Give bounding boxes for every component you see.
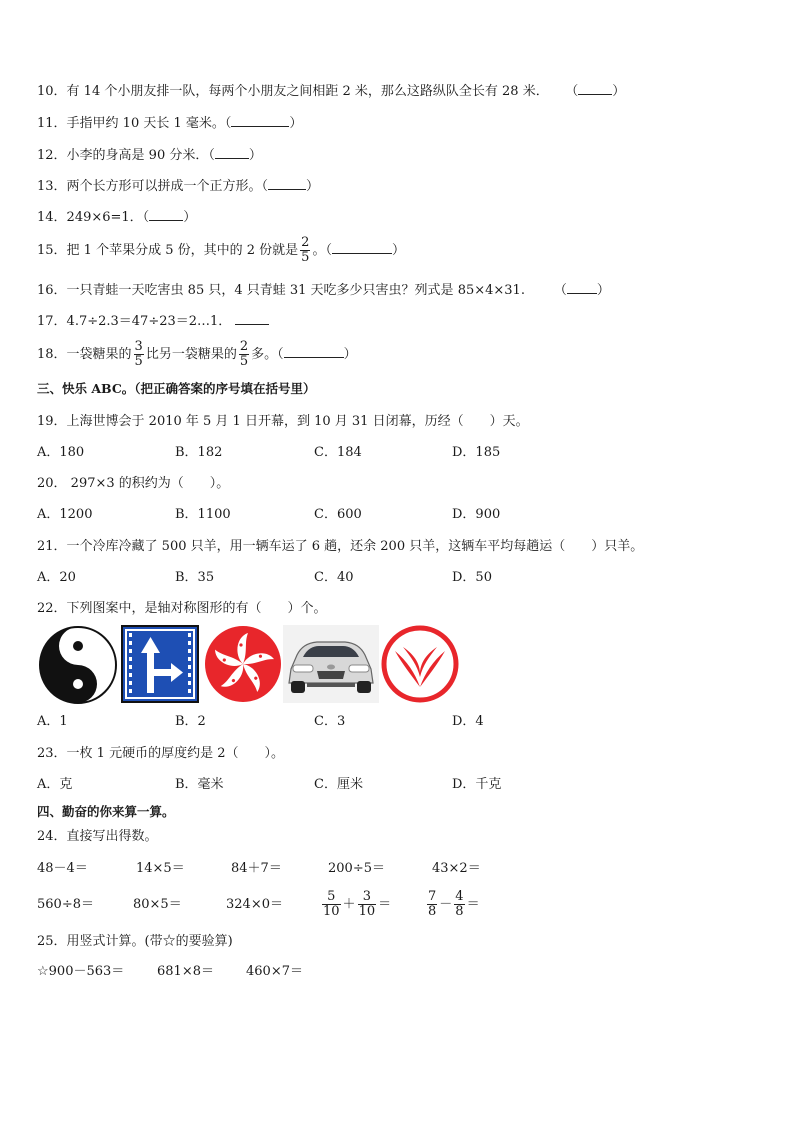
question-15: 15．把 1 个苹果分成 5 份，其中的 2 份就是 $\frac{2}{5}$ 。（ ） bbox=[37, 235, 405, 265]
question-17: 17．4.7÷2.3＝47÷23＝2…1． bbox=[37, 312, 269, 331]
question-21: 21．一个冷库冷藏了 500 只羊，用一辆车运了 6 趟，还余 200 只羊，这辆车平均每趟运（ ）只羊。 bbox=[37, 539, 644, 554]
calc-item: 80×5＝ bbox=[133, 897, 182, 912]
option-b[interactable]: B．35 bbox=[175, 570, 215, 585]
answer-blank[interactable] bbox=[235, 312, 269, 325]
vertical-calc-item: ☆900－563＝ bbox=[37, 964, 125, 979]
question-19: 19．上海世博会于 2010 年 5 月 1 日开幕，到 10 月 31 日闭幕，历经（ ）天。 bbox=[37, 414, 529, 429]
section-heading-4: 四、勤奋的你来算一算。 bbox=[37, 804, 175, 819]
answer-blank[interactable] bbox=[268, 177, 306, 190]
option-a[interactable]: A．180 bbox=[37, 445, 85, 460]
question-12: 12．小李的身高是 90 分米．（ ） bbox=[37, 148, 262, 163]
option-c[interactable]: C．40 bbox=[314, 570, 354, 585]
calc-item: 84＋7＝ bbox=[231, 861, 282, 876]
calc-item: 324×0＝ bbox=[226, 897, 283, 912]
question-16: 16．一只青蛙一天吃害虫 85 只，4 只青蛙 31 天吃多少只害虫？列式是 85×4×31. （ ） bbox=[37, 283, 610, 298]
option-c[interactable]: C．厘米 bbox=[314, 777, 363, 792]
option-b[interactable]: B．1100 bbox=[175, 507, 231, 522]
answer-blank[interactable] bbox=[284, 345, 344, 358]
option-d[interactable]: D．50 bbox=[452, 570, 492, 585]
option-c[interactable]: C．3 bbox=[314, 714, 346, 729]
fraction: $\frac{7}{8}$ bbox=[428, 889, 437, 919]
options-19 bbox=[37, 444, 597, 462]
answer-blank[interactable] bbox=[231, 114, 289, 127]
calc-item: 43×2＝ bbox=[432, 861, 481, 876]
fraction: $\frac{4}{8}$ bbox=[455, 889, 464, 919]
vertical-calc-item: 681×8＝ bbox=[157, 964, 214, 979]
fraction-difference: $\frac{7}{8}$ － $\frac{4}{8}$ ＝ bbox=[428, 889, 480, 919]
option-d[interactable]: D．千克 bbox=[452, 777, 502, 792]
fraction: $\frac{2}{5}$ bbox=[239, 339, 249, 369]
option-c[interactable]: C．600 bbox=[314, 507, 362, 522]
calc-item: 560÷8＝ bbox=[37, 897, 94, 912]
dongfeng-logo-icon bbox=[381, 625, 459, 703]
option-c[interactable]: C．184 bbox=[314, 445, 362, 460]
question-14: 14．249×6=1．（ ） bbox=[37, 210, 197, 225]
options-20 bbox=[37, 506, 597, 524]
fraction-sum: $\frac{5}{10}$ ＋ $\frac{3}{10}$ ＝ bbox=[323, 889, 392, 919]
answer-blank[interactable] bbox=[567, 281, 597, 294]
calc-item: 200÷5＝ bbox=[328, 861, 385, 876]
answer-blank[interactable] bbox=[578, 82, 612, 95]
vertical-calc-item: 460×7＝ bbox=[246, 964, 303, 979]
option-a[interactable]: A．1200 bbox=[37, 507, 93, 522]
question-23: 23．一枚 1 元硬币的厚度约是 2（ ）。 bbox=[37, 746, 284, 761]
question-18: 18．一袋糖果的 $\frac{3}{5}$ 比另一袋糖果的 $\frac{2}{5}$ 多。（ ） bbox=[37, 339, 357, 369]
question-22: 22．下列图案中，是轴对称图形的有（ ）个。 bbox=[37, 601, 327, 616]
option-d[interactable]: D．900 bbox=[452, 507, 501, 522]
question-10: 10．有 14 个小朋友排一队，每两个小朋友之间相距 2 米，那么这路纵队全长有 28 米． （ ） bbox=[37, 84, 626, 99]
section-heading-3: 三、快乐 ABC。（把正确答案的序号填在括号里） bbox=[37, 381, 316, 396]
fraction: $\frac{2}{5}$ bbox=[301, 235, 310, 265]
yin-yang-icon bbox=[38, 625, 118, 705]
question-24: 24．直接写出得数。 bbox=[37, 829, 158, 844]
fraction: $\frac{3}{5}$ bbox=[134, 339, 143, 369]
calc-item: 14×5＝ bbox=[136, 861, 185, 876]
option-d[interactable]: D．185 bbox=[452, 445, 501, 460]
bauhinia-flower-icon bbox=[204, 625, 282, 703]
question-13: 13．两个长方形可以拼成一个正方形。（ ） bbox=[37, 179, 320, 194]
option-b[interactable]: B．毫米 bbox=[175, 777, 224, 792]
options-21 bbox=[37, 569, 597, 587]
option-b[interactable]: B．182 bbox=[175, 445, 223, 460]
calc-item: 48－4＝ bbox=[37, 861, 88, 876]
option-a[interactable]: A．克 bbox=[37, 777, 73, 792]
answer-blank[interactable] bbox=[215, 146, 249, 159]
fraction: $\frac{3}{10}$ bbox=[358, 889, 376, 919]
car-icon bbox=[283, 625, 379, 703]
fraction: $\frac{5}{10}$ bbox=[323, 889, 340, 919]
option-a[interactable]: A．20 bbox=[37, 570, 76, 585]
symmetry-figures bbox=[38, 625, 468, 705]
road-direction-sign-icon bbox=[121, 625, 199, 703]
option-d[interactable]: D．4 bbox=[452, 714, 484, 729]
answer-blank[interactable] bbox=[332, 241, 392, 254]
options-22 bbox=[37, 713, 597, 731]
question-25: 25．用竖式计算。(带☆的要验算) bbox=[37, 934, 233, 949]
options-23 bbox=[37, 776, 597, 794]
option-b[interactable]: B．2 bbox=[175, 714, 206, 729]
answer-blank[interactable] bbox=[149, 208, 183, 221]
question-20: 20． 297×3 的积约为（ ）。 bbox=[37, 476, 230, 491]
question-11: 11．手指甲约 10 天长 1 毫米。（ ） bbox=[37, 116, 303, 131]
option-a[interactable]: A．1 bbox=[37, 714, 68, 729]
